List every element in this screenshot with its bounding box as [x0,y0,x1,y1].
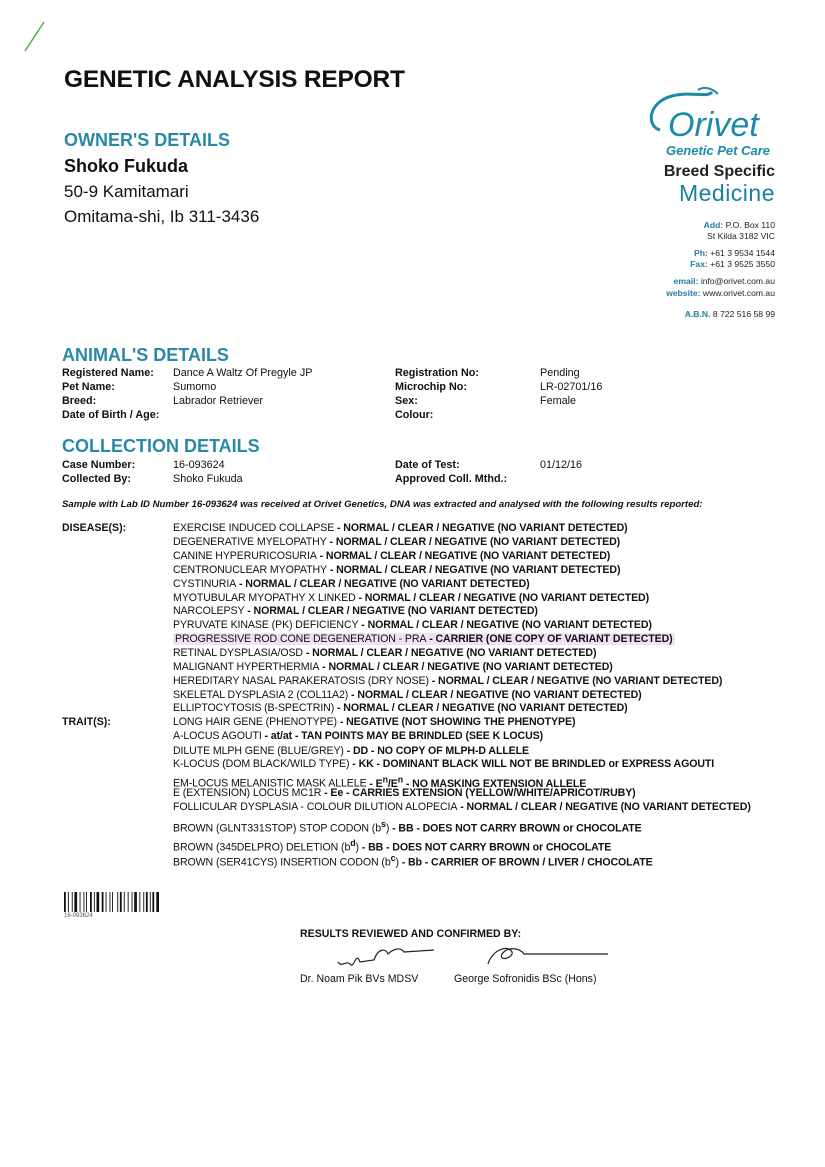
sex-value: Female [540,395,577,407]
barcode-bar [132,892,133,912]
sex-label: Sex: [395,395,418,407]
pet-name-value: Sumomo [173,381,217,393]
barcode-bar [102,892,104,912]
barcode-bar [86,892,87,912]
disease-row: MALIGNANT HYPERTHERMIA - NORMAL / CLEAR / NEGATIVE (NO VARIANT DETECTED) [173,661,613,673]
barcode-bar [120,892,122,912]
trait-row: K-LOCUS (DOM BLACK/WILD TYPE) - KK - DOMINANT BLACK WILL NOT BE BRINDLED or EXPRESS AGOUTI [173,758,715,770]
breed-label: Breed: [62,395,97,407]
barcode-bar [150,892,151,912]
disease-row: HEREDITARY NASAL PARAKERATOSIS (DRY NOSE) - NORMAL / CLEAR / NEGATIVE (NO VARIANT DETECTED) [173,675,723,687]
breed-value: Labrador Retriever [173,395,264,407]
reg-name-label: Registered Name: [62,367,154,379]
trait-row: EM-LOCUS MELANISTIC MASK ALLELE - $E^n/E^n$ - NO MASKING EXTENSION ALLELE [173,774,587,790]
lab-phone: Ph: +61 3 9534 1544 [694,248,775,258]
reg-name-value: Dance A Waltz Of Pregyle JP [173,367,313,379]
animal-heading: ANIMAL'S DETAILS [62,345,229,365]
barcode [64,892,200,912]
collection-heading: COLLECTION DETAILS [62,436,260,456]
collected-by-value: Shoko Fukuda [173,473,243,485]
case-number-value: 16-093624 [173,459,225,471]
orivet-logo [638,86,780,146]
barcode-bar [117,892,118,912]
barcode-bar [110,892,111,912]
case-number-label: Case Number: [62,459,136,471]
barcode-bar [90,892,92,912]
signer-1-name: Dr. Noam Pik BVs MDSV [300,973,419,985]
barcode-number: 16-093624 [64,913,93,919]
check-mark-icon [22,18,52,54]
disease-row: NARCOLEPSY - NORMAL / CLEAR / NEGATIVE (NO VARIANT DETECTED) [173,605,538,617]
trait-row: A-LOCUS AGOUTI - at/at - TAN POINTS MAY BE BRINDLED (SEE K LOCUS) [173,730,544,742]
barcode-bar [72,892,73,912]
reg-no-label: Registration No: [395,367,479,379]
lab-website: website: www.orivet.com.au [666,288,775,298]
lab-address-line2: St Kilda 3182 VIC [707,231,775,241]
logo-text: Orivet [668,106,759,144]
trait-row: LONG HAIR GENE (PHENOTYPE) - NEGATIVE (NOT SHOWING THE PHENOTYPE) [173,716,576,728]
reg-no-value: Pending [540,367,580,379]
owner-name: Shoko Fukuda [64,156,189,176]
barcode-bar [106,892,107,912]
disease-row: PYRUVATE KINASE (PK) DEFICIENCY - NORMAL / CLEAR / NEGATIVE (NO VARIANT DETECTED) [173,619,652,631]
signer-2-name: George Sofronidis BSc (Hons) [454,973,597,985]
date-of-test-label: Date of Test: [395,459,460,471]
disease-row: ELLIPTOCYTOSIS (B-SPECTRIN) - NORMAL / CLEAR / NEGATIVE (NO VARIANT DETECTED) [173,702,628,714]
disease-row: CYSTINURIA - NORMAL / CLEAR / NEGATIVE (NO VARIANT DETECTED) [173,578,530,590]
barcode-bar [64,892,66,912]
signature-1 [330,940,440,972]
barcode-bar [74,892,77,912]
barcode-bar [94,892,95,912]
reviewed-heading: RESULTS REVIEWED AND CONFIRMED BY: [300,928,522,940]
owner-address-line1: 50-9 Kamitamari [64,182,189,201]
barcode-bar [97,892,100,912]
disease-row: EXERCISE INDUCED COLLAPSE - NORMAL / CLEAR / NEGATIVE (NO VARIANT DETECTED) [173,522,628,534]
traits-label: TRAIT(S): [62,716,111,728]
lab-fax: Fax: +61 3 9525 3550 [690,259,775,269]
approved-method-label: Approved Coll. Mthd.: [395,473,508,485]
date-of-test-value: 01/12/16 [540,459,583,471]
lab-address-line1: Add: P.O. Box 110 [703,220,775,230]
trait-row: BROWN (345DELPRO) DELETION $(b^d)$ - BB - DOES NOT CARRY BROWN or CHOCOLATE [173,838,612,854]
microchip-label: Microchip No: [395,381,467,393]
barcode-bar [134,892,137,912]
disease-row: SKELETAL DYSPLASIA 2 (COL11A2) - NORMAL / CLEAR / NEGATIVE (NO VARIANT DETECTED) [173,689,642,701]
barcode-bar [128,892,129,912]
barcode-bar [156,892,159,912]
trait-row: BROWN (GLNT331STOP) STOP CODON $(b^s)$ - BB - DOES NOT CARRY BROWN or CHOCOLATE [173,819,642,835]
disease-row: CANINE HYPERURICOSURIA - NORMAL / CLEAR / NEGATIVE (NO VARIANT DETECTED) [173,550,611,562]
barcode-bar [84,892,85,912]
disease-row: CENTRONUCLEAR MYOPATHY - NORMAL / CLEAR / NEGATIVE (NO VARIANT DETECTED) [173,564,621,576]
microchip-value: LR-02701/16 [540,381,603,393]
lab-email: email: info@orivet.com.au [673,276,775,286]
barcode-bar [146,892,148,912]
report-title: GENETIC ANALYSIS REPORT [64,66,405,93]
barcode-bar [124,892,125,912]
trait-row: DILUTE MLPH GENE (BLUE/GREY) - DD - NO COPY OF MLPH-D ALLELE [173,745,529,757]
disease-row: DEGENERATIVE MYELOPATHY - NORMAL / CLEAR / NEGATIVE (NO VARIANT DETECTED) [173,536,621,548]
barcode-bar [139,892,140,912]
lab-abn: A.B.N. 8 722 516 58 99 [684,309,775,319]
barcode-bar [68,892,69,912]
owner-heading: OWNER'S DETAILS [64,130,230,150]
diseases-label: DISEASE(S): [62,522,127,534]
signature-2 [478,940,618,972]
trait-row: FOLLICULAR DYSPLASIA - COLOUR DILUTION ALOPECIA - NORMAL / CLEAR / NEGATIVE (NO VARIANT DETECTED) [173,801,751,813]
trait-row: BROWN (SER41CYS) INSERTION CODON $(b^c)$ - Bb - CARRIER OF BROWN / LIVER / CHOCOLATE [173,853,653,869]
barcode-bar [152,892,154,912]
disease-row: RETINAL DYSPLASIA/OSD - NORMAL / CLEAR / NEGATIVE (NO VARIANT DETECTED) [173,647,597,659]
disease-row: MYOTUBULAR MYOPATHY X LINKED - NORMAL / CLEAR / NEGATIVE (NO VARIANT DETECTED) [173,592,650,604]
colour-label: Colour: [395,409,434,421]
dob-label: Date of Birth / Age: [62,409,160,421]
disease-row-highlighted: PROGRESSIVE ROD CONE DEGENERATION - PRA - CARRIER (ONE COPY OF VARIANT DETECTED) [175,633,673,645]
logo-tagline: Genetic Pet Care [665,143,770,158]
barcode-bar [143,892,144,912]
barcode-bar [80,892,81,912]
pet-name-label: Pet Name: [62,381,115,393]
trait-row: E (EXTENSION) LOCUS MC1R - Ee - CARRIES EXTENSION (YELLOW/WHITE/APRICOT/RUBY) [173,787,636,799]
brand-line1: Breed Specific [663,163,775,180]
collected-by-label: Collected By: [62,473,131,485]
brand-line2: Medicine [678,180,775,206]
barcode-bar [112,892,113,912]
sample-note: Sample with Lab ID Number 16-093624 was received at Orivet Genetics, DNA was extracted and analysed with the following results reported: [62,499,703,510]
owner-address-line2: Omitama-shi, Ib 311-3436 [64,207,260,226]
